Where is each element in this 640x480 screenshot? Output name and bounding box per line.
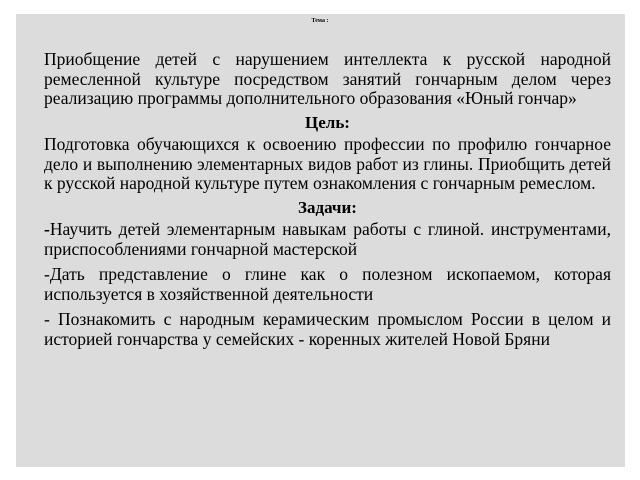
task-mark: - [44,219,50,239]
task-item [44,310,611,349]
task-item [44,265,611,304]
task-text: Дать представление о глине как о полезном ископаемом, которая используется в хозяйственной деятельности [44,264,611,304]
goal-heading: Цель: [305,112,350,132]
slide-content [44,50,611,349]
goal-paragraph: Подготовка обучающихся к освоению профессии по профилю гончарное дело и выполнению элементарных видов работ из глины. Приобщить детей к русской народной культуре путем ознакомления с гончарным ремеслом. [44,134,611,193]
task-text: Познакомить с народным керамическим промыслом России в целом и историей гончарства у семейских - коренных жителей Новой Бряни [44,309,612,349]
tasks-heading: Задачи: [298,197,357,217]
intro-paragraph: Приобщение детей с нарушением интеллекта к русской народной ремесленной культуре посредством занятий гончарным делом через реализацию программы дополнительного образования «Юный гончар» [44,49,611,108]
task-mark: - [44,264,50,284]
task-mark: - [44,309,58,329]
topic-label: Тема : [311,18,329,24]
task-text: Научить детей элементарным навыкам работы с глиной. инструментами, приспособлениями гончарной мастерской [44,219,611,259]
task-item [44,220,611,259]
